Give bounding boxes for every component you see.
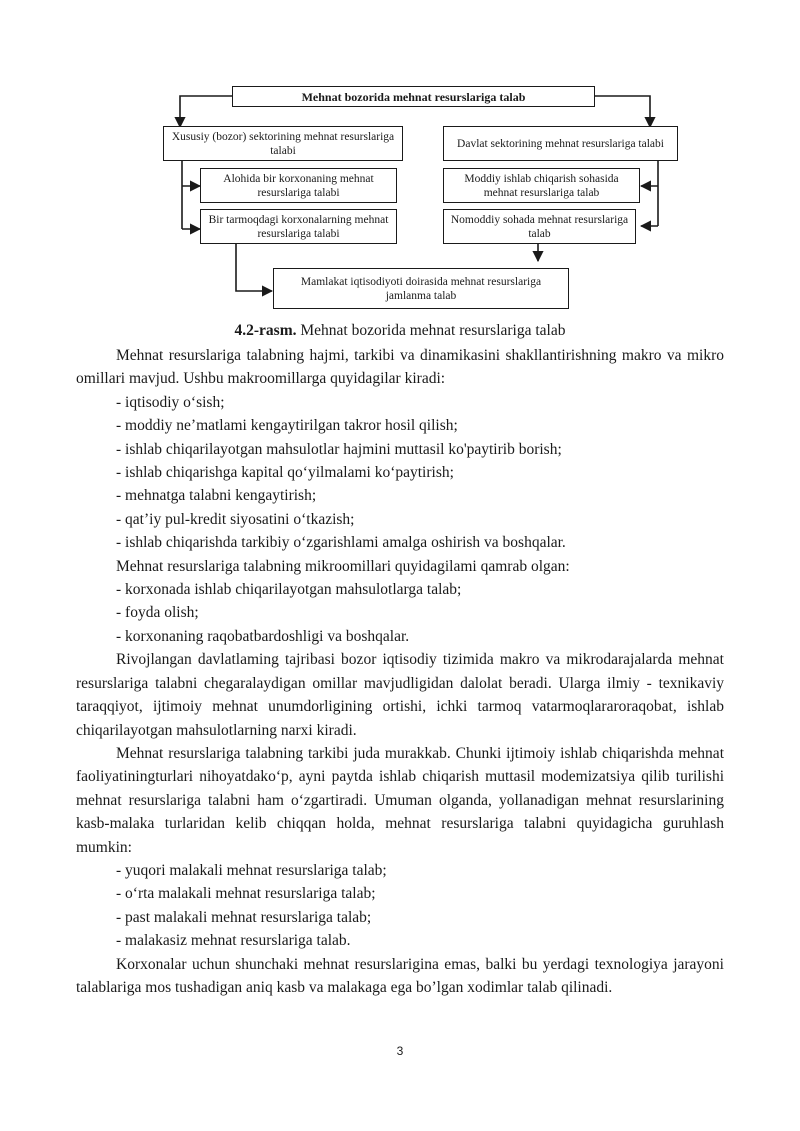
list-item: - moddiy ne’matlami kengaytirilgan takror hosil qilish; bbox=[116, 417, 458, 435]
list-item: - yuqori malakali mehnat resurslariga talab; bbox=[116, 861, 387, 879]
paragraph: Mehnat resurslariga talabning mikroomillari quyidagilami qamrab olgan: bbox=[116, 557, 570, 575]
diagram bbox=[0, 0, 800, 330]
list-item: - ishlab chiqarilayotgan mahsulotlar hajmini muttasil ko'paytirib borish; bbox=[116, 440, 562, 458]
enterprise-demand-box: Alohida bir korxonaning mehnat resurslariga talabi bbox=[200, 168, 397, 203]
private-sector-demand-box: Xususiy (bozor) sektorining mehnat resurslariga talabi bbox=[163, 126, 403, 161]
body-text bbox=[76, 344, 724, 999]
list-item: - mehnatga talabni kengaytirish; bbox=[116, 487, 317, 505]
list-item: - korxonaning raqobatbardoshligi va boshqalar. bbox=[116, 627, 410, 645]
list-item: - korxonada ishlab chiqarilayotgan mahsulotlarga talab; bbox=[116, 581, 462, 599]
list-item: - foyda olish; bbox=[116, 604, 199, 622]
state-material-demand-box: Moddiy ishlab chiqarish sohasida mehnat resurslariga talab bbox=[443, 168, 640, 203]
list-item: - iqtisodiy o‘sish; bbox=[116, 393, 225, 411]
state-sector-demand-box: Davlat sektorining mehnat resurslariga talabi bbox=[443, 126, 678, 161]
caption-label: 4.2-rasm. bbox=[234, 322, 297, 339]
paragraph: Korxonalar uchun shunchaki mehnat resurslarigina emas, balki bu yerdagi texnologiya jarayoni talablariga mos tushadigan aniq kasb va malakaga ega bo’lgan xodimlar talab qilinadi. bbox=[76, 955, 724, 996]
list-item: - ishlab chiqarishda tarkibiy o‘zgarishlami amalga oshirish va boshqalar. bbox=[116, 534, 566, 552]
aggregate-demand-box: Mamlakat iqtisodiyoti doirasida mehnat resurslariga jamlanma talab bbox=[273, 268, 569, 309]
paragraph: Rivojlangan davlatlaming tajribasi bozor iqtisodiy tizimida makro va mikrodarajalarda mehnat resurslariga talabni chegaralaydigan omillar mavjudligidan dalolat beradi. Ularga ilmiy - texnikaviy taraqqiyot, ijtimoiy mehnat unumdorligining ortishi, ichki tarmoq vatarmoqlararoraqobat, ishlab chiqarilayotgan mahsulotlarning narxi kiradi. bbox=[76, 651, 724, 739]
caption-text: Mehnat bozorida mehnat resurslariga talab bbox=[296, 322, 566, 339]
page-number: 3 bbox=[396, 1044, 404, 1058]
paragraph: Mehnat resurslariga talabning hajmi, tarkibi va dinamikasini shakllantirishning makro va mikro omillari mavjud. Ushbu makroomillarga quyidagilar kiradi: bbox=[76, 347, 724, 388]
figure-caption bbox=[0, 322, 800, 340]
list-item: - o‘rta malakali mehnat resurslariga talab; bbox=[116, 885, 376, 903]
paragraph: Mehnat resurslariga talabning tarkibi juda murakkab. Chunki ijtimoiy ishlab chiqarishda mehnat faoliyatiningturlari nihoyatdako‘p, ayni paytda ishlab chiqarish muttasil modemizatsiya qilib turilishi mehnat resurslariga talabni ham o‘zgartiradi. Umuman olganda, yollanadigan mehnat resurslarining kasb-malaka turlaridan kelib chiqqan holda, mehnat resurslariga talabni quyidagicha guruhlash mumkin: bbox=[76, 744, 724, 856]
list-item: - malakasiz mehnat resurslariga talab. bbox=[116, 932, 351, 950]
list-item: - qat’iy pul-kredit siyosatini o‘tkazish; bbox=[116, 510, 355, 528]
diagram-title-box: Mehnat bozorida mehnat resurslariga talab bbox=[232, 86, 595, 107]
list-item: - past malakali mehnat resurslariga talab; bbox=[116, 908, 372, 926]
state-nonmaterial-demand-box: Nomoddiy sohada mehnat resurslariga talab bbox=[443, 209, 636, 244]
industry-demand-box: Bir tarmoqdagi korxonalarning mehnat resurslariga talabi bbox=[200, 209, 397, 244]
list-item: - ishlab chiqarishga kapital qo‘yilmalami ko‘paytirish; bbox=[116, 464, 454, 482]
